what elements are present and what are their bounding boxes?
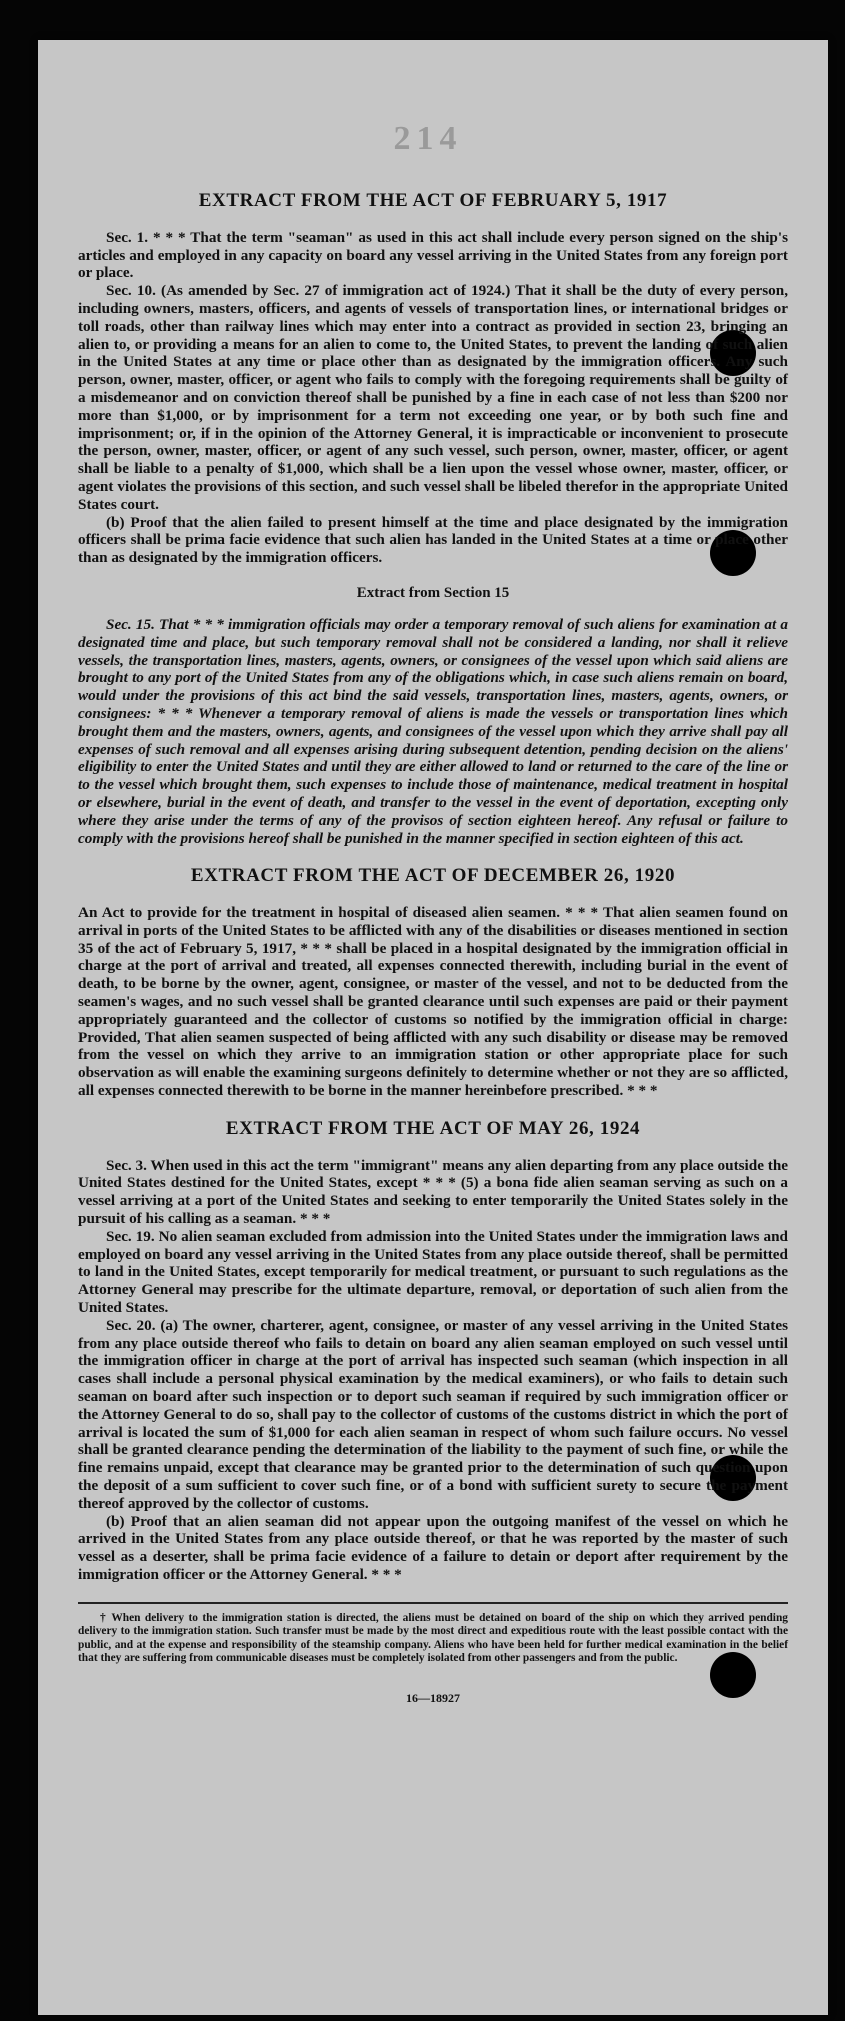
- section-heading: EXTRACT FROM THE ACT OF MAY 26, 1924: [225, 1117, 641, 1139]
- paragraph: (b) Proof that the alien failed to present himself at the time and place designated by the immigration officers shall be prima facie evidence that such alien has landed in the United States at a time or place other than as designated by the immigration officers.: [78, 513, 788, 567]
- section-heading: Extract from Section 15: [356, 584, 510, 601]
- section-act-1920: [78, 865, 788, 1100]
- form-number: 16—18927: [406, 1691, 460, 1706]
- paragraph: Sec. 1. * * * That the term "seaman" as used in this act shall include every person signed on the ship's articles and employed in any capacity on board any vessel arriving in the United States from any foreign port or place.: [78, 228, 788, 282]
- divider: [78, 1602, 788, 1604]
- section-extract-15: [78, 585, 788, 847]
- document-page: [38, 40, 828, 2015]
- section-heading: EXTRACT FROM THE ACT OF FEBRUARY 5, 1917: [198, 190, 668, 211]
- document-content: [78, 190, 788, 1706]
- paragraph: Sec. 10. (As amended by Sec. 27 of immigration act of 1924.) That it shall be the duty of every person, including owners, masters, officers, and agents of vessels of transportation lines, or international bridges or toll roads, other than railway lines which may enter into a contract as provided in section 23, bringing an alien to, or providing a means for an alien to come to, the United States, to prevent the landing of such alien in the United States at any time or place other than as designated by the immigration officers. Any such person, owner, master, officer, or agent who fails to comply with the foregoing requirements shall be guilty of a misdemeanor and on conviction thereof shall be punished by a fine in each case of not less than $200 nor more than $1,000, or by imprisonment for a term not exceeding one year, or by both such fine and imprisonment; or, if in the opinion of the Attorney General, it is impracticable or inconvenient to prosecute the person, owner, master, officer, or agent of any such vessel, such person, owner, master, officer, or agent shall be liable to a penalty of $1,000, which shall be a lien upon the vessel whose owner, master, officer, or agent violates the provisions of this section, and such vessel shall be libeled therefor in the appropriate United States court.: [78, 282, 788, 513]
- section-act-1917: [78, 190, 788, 567]
- paragraph: (b) Proof that an alien seaman did not appear upon the outgoing manifest of the vessel on which he arrived in the United States from any place outside thereof, or that he was reported by the master of such vessel as a deserter, shall be prima facie evidence of a failure to detain or deport after requirement by the immigration officer or the Attorney General. * * *: [78, 1512, 788, 1583]
- paragraph: Sec. 15. That * * * immigration officials may order a temporary removal of such aliens for examination at a designated time and place, but such temporary removal shall not be considered a landing, nor shall it relieve vessels, the transportation lines, masters, agents, owners, or consignees of the vessel upon which said aliens are brought to any port of the United States from any of the obligations which, in case such aliens remain on board, would under the provisions of this act bind the said vessels, transportation lines, masters, agents, owners, or consignees: * * * Whenever a temporary removal of aliens is made the vessels or transportation lines which brought them and the masters, owners, agents, and consignees of the vessel upon which they arrive shall pay all expenses of such removal and all expenses arising during subsequent detention, pending decision on the aliens' eligibility to enter the United States and until they are either allowed to land or returned to the care of the line or to the vessel which brought them, such expenses to include those of maintenance, medical treatment in hospital or elsewhere, burial in the event of death, and transfer to the vessel in the event of deportation, excepting only where they arise under the terms of any of the provisos of section eighteen hereof. Any refusal or failure to comply with the provisions hereof shall be punished in the manner specified in section eighteen of this act.: [78, 615, 788, 847]
- paragraph: Sec. 20. (a) The owner, charterer, agent, consignee, or master of any vessel arriving in the United States from any place outside thereof who fails to detain on board any alien seaman employed on such vessel until the immigration officer in charge at the port of arrival has inspected such seaman (which inspection in all cases shall include a personal physical examination by the medical examiners), or who fails to detain such seaman on board after such inspection or to deport such seaman if required by such immigration officer or the Attorney General to do so, shall pay to the collector of customs of the customs district in which the port of arrival is located the sum of $1,000 for each alien seaman in respect of whom such failure occurs. No vessel shall be granted clearance pending the determination of the liability to the payment of such fine, or while the fine remains unpaid, except that clearance may be granted prior to the determination of such question upon the deposit of a sum sufficient to cover such fine, or of a bond with sufficient surety to secure the payment thereof approved by the collector of customs.: [78, 1316, 788, 1512]
- paragraph: An Act to provide for the treatment in hospital of diseased alien seamen. * * * That alien seamen found on arrival in ports of the United States to be afflicted with any of the disabilities or diseases mentioned in section 35 of the act of February 5, 1917, * * * shall be placed in a hospital designated by the immigration official in charge at the port of arrival and treated, all expenses connected therewith, including burial in the event of death, to be borne by the owner, agent, consignee, or master of the vessel, and not to be deducted from the seamen's wages, and no such vessel shall be granted clearance until such expenses are paid or their payment appropriately guaranteed and the collector of customs so notified by the immigration official in charge: Provided, That alien seamen suspected of being afflicted with any such disability or disease may be removed from the vessel on which they arrive to an immigration station or other appropriate place for such observation as will enable the examining surgeons definitely to determine whether or not they are so afflicted, all expenses connected therewith to be borne in the manner hereinbefore prescribed. * * *: [78, 904, 788, 1100]
- section-act-1924: [78, 1118, 788, 1584]
- paragraph: Sec. 3. When used in this act the term "immigrant" means any alien departing from any place outside the United States destined for the United States, except * * * (5) a bona fide alien seaman serving as such on a vessel arriving at a port of the United States and seeking to enter temporarily the United States solely in the pursuit of his calling as a seaman. * * *: [78, 1156, 789, 1228]
- section-heading: EXTRACT FROM THE ACT OF DECEMBER 26, 1920: [190, 865, 676, 887]
- paragraph: Sec. 19. No alien seaman excluded from admission into the United States under the immigration laws and employed on board any vessel arriving in the United States from any place outside thereof, shall be permitted to land in the United States, except temporarily for medical treatment, or pursuant to such regulations as the Attorney General may prescribe for the ultimate departure, removal, or deportation of such alien from the United States.: [78, 1227, 788, 1317]
- stamp-number: 214: [393, 120, 463, 157]
- footnote: † When delivery to the immigration station is directed, the aliens must be detained on board of the ship on which they arrived pending delivery to the immigration station. Such transfer must be made by the most direct and expeditious route with the least possible contact with the public, and at the expense and responsibility of the steamship company. Aliens who have been held for further medical examination in the belief that they are suffering from communicable diseases must be completely isolated from other passengers and from the public.: [78, 1611, 788, 1664]
